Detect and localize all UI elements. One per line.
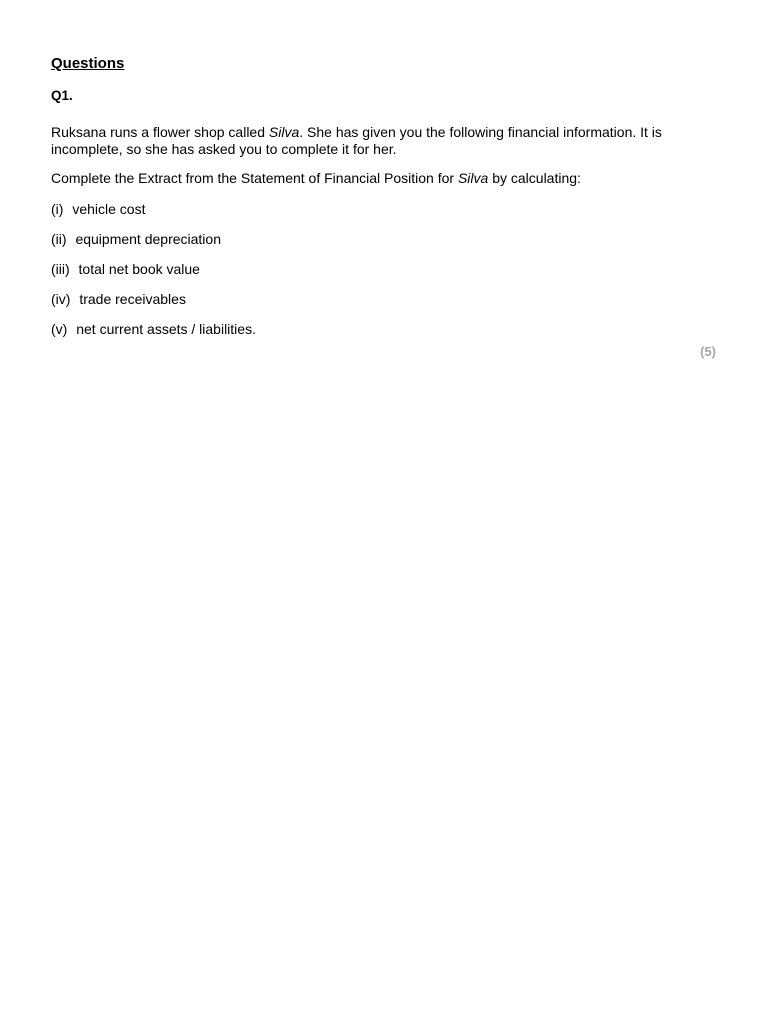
sub-question-v — [51, 320, 256, 338]
sub-question-number: (iii) — [51, 261, 70, 277]
question-instruction — [51, 170, 717, 187]
sub-question-ii — [51, 230, 221, 248]
instruction-text-start: Complete the Extract from the Statement of Financial Position for — [51, 170, 458, 186]
sub-question-iii — [51, 260, 200, 278]
intro-text-end: . She has given you the following financial information. It is incomplete, so she has asked you to complete it for her. — [51, 124, 662, 157]
question-intro — [51, 124, 717, 157]
question-number: Q1. — [51, 88, 73, 103]
sub-question-text: net current assets / liabilities. — [76, 321, 256, 337]
document-page — [51, 0, 717, 1024]
sub-question-number: (i) — [51, 201, 64, 217]
sub-question-number: (v) — [51, 321, 68, 337]
sub-question-text: vehicle cost — [72, 201, 146, 217]
business-name: Silva — [268, 124, 300, 140]
marks-allocation: (5) — [700, 344, 716, 359]
sub-question-iv — [51, 290, 186, 308]
sub-question-number: (ii) — [51, 231, 67, 247]
instruction-text-end: by calculating: — [488, 170, 581, 186]
sub-question-i — [51, 200, 145, 218]
sub-question-number: (iv) — [51, 291, 71, 307]
intro-text-start: Ruksana runs a flower shop called — [51, 124, 269, 140]
sub-question-text: trade receivables — [79, 291, 186, 307]
sub-question-text: equipment depreciation — [75, 231, 221, 247]
sub-question-text: total net book value — [78, 261, 200, 277]
section-heading: Questions — [51, 55, 125, 72]
business-name: Silva — [457, 170, 489, 186]
